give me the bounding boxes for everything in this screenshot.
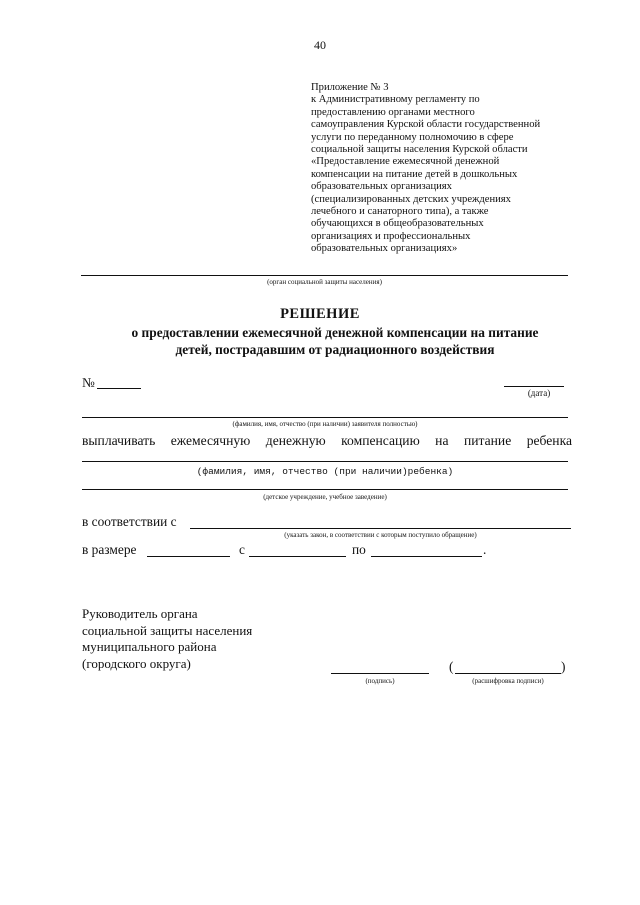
- amount-field[interactable]: [147, 556, 230, 557]
- decoding-open-paren: (: [449, 659, 454, 674]
- applicant-caption: (фамилия, имя, отчество (при наличии) заявителя полностью): [232, 420, 418, 428]
- to-date-field[interactable]: [371, 556, 482, 557]
- appendix-line: к Административному регламенту по: [311, 94, 480, 106]
- appendix-line: компенсации на питание детей в дошкольных: [311, 168, 518, 180]
- subtitle-line: о предоставлении ежемесячной денежной компенсации на питание: [131, 325, 539, 340]
- appendix-line: предоставлению органами местного: [311, 106, 475, 118]
- signature-caption: (подпись): [365, 677, 395, 685]
- appendix-line: Приложение № 3: [311, 82, 389, 93]
- signer-title: [82, 606, 252, 672]
- appendix-line: самоуправления Курской области государственной: [311, 119, 541, 131]
- signer-line: (городского округа): [82, 655, 191, 671]
- amount-end: .: [483, 542, 487, 557]
- appendix-line: образовательных организациях»: [311, 243, 458, 255]
- accordance-label: в соответствии с: [82, 514, 177, 529]
- to-label: по: [352, 542, 366, 557]
- appendix-line: (специализированных детских учреждениях: [311, 193, 511, 205]
- appendix-line: образовательных организациях: [311, 181, 452, 193]
- document-title: РЕШЕНИЕ: [280, 306, 360, 322]
- decoding-close-paren: ): [561, 659, 566, 674]
- amount-label: в размере: [82, 542, 137, 557]
- appendix-line: лечебного и санаторного типа), а также: [311, 206, 489, 218]
- child-field[interactable]: [82, 461, 568, 462]
- appendix-line: «Предоставление ежемесячной денежной: [311, 156, 500, 168]
- child-caption: (фамилия, имя, отчество (при наличии)ребенка): [196, 466, 454, 477]
- number-field[interactable]: [97, 388, 141, 389]
- decoding-caption: (расшифровка подписи): [472, 677, 544, 685]
- date-field[interactable]: [504, 386, 564, 387]
- organ-caption: (орган социальной защиты населения): [267, 278, 382, 286]
- number-label: №: [82, 375, 95, 390]
- applicant-field[interactable]: [82, 417, 568, 418]
- appendix-line: обучающихся в общеобразовательных: [311, 218, 484, 230]
- appendix-note: [311, 82, 576, 256]
- signer-line: Руководитель органа: [82, 606, 198, 621]
- appendix-line: услуги по переданному полномочию в сфере: [311, 131, 514, 143]
- appendix-line: социальной защиты населения Курской области: [311, 144, 528, 156]
- law-field[interactable]: [190, 528, 571, 529]
- document-subtitle: [80, 324, 590, 358]
- payment-text: выплачивать ежемесячную денежную компенсацию на питание ребенка: [82, 433, 572, 448]
- decoding-field[interactable]: [455, 673, 561, 674]
- signer-line: социальной защиты населения: [82, 622, 253, 638]
- from-label: с: [239, 542, 245, 557]
- institution-field[interactable]: [82, 489, 568, 490]
- subtitle-line: детей, пострадавшим от радиационного воздействия: [175, 342, 495, 357]
- appendix-line: организациях и профессиональных: [311, 230, 471, 242]
- organ-line[interactable]: [81, 275, 568, 276]
- law-caption: (указать закон, в соответствии с которым поступило обращение): [284, 531, 477, 539]
- institution-caption: (детское учреждение, учебное заведение): [263, 493, 387, 501]
- signature-field[interactable]: [331, 673, 429, 674]
- date-caption: (дата): [527, 388, 551, 398]
- from-date-field[interactable]: [249, 556, 346, 557]
- page-number: 40: [314, 38, 326, 52]
- signer-line: муниципального района: [82, 639, 217, 654]
